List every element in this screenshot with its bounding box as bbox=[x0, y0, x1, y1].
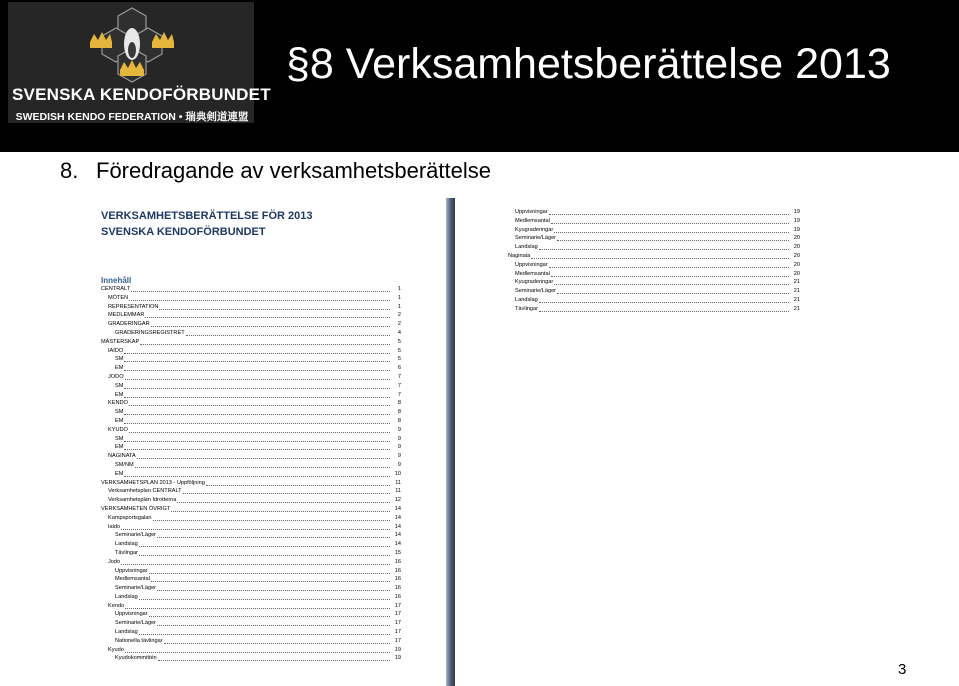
toc-entry bbox=[101, 311, 401, 320]
emblem-icon bbox=[86, 4, 178, 84]
toc-entry bbox=[101, 320, 401, 329]
toc-entry-page: 19 bbox=[793, 209, 800, 215]
toc-entry-page: 1 bbox=[397, 303, 401, 310]
toc-entry-label: Verksamhetsplan Idrotterna bbox=[108, 497, 177, 504]
toc-leader-dots bbox=[131, 291, 390, 292]
toc-leader-dots bbox=[554, 232, 789, 233]
toc-leader-dots bbox=[551, 223, 789, 224]
agenda-item bbox=[60, 158, 491, 184]
toc-leader-dots bbox=[139, 546, 390, 547]
toc-leader-dots bbox=[139, 634, 390, 635]
toc-leader-dots bbox=[206, 485, 390, 486]
toc-entry bbox=[101, 452, 401, 461]
toc-leader-dots bbox=[158, 660, 390, 661]
toc-entry-page: 14 bbox=[394, 523, 401, 530]
toc-entry bbox=[101, 549, 401, 558]
toc-entry bbox=[101, 435, 401, 444]
toc-entry bbox=[101, 514, 401, 523]
toc-entry-label: EM bbox=[115, 444, 124, 451]
toc-entry-label: Iaido bbox=[108, 523, 121, 530]
toc-entry bbox=[101, 408, 401, 417]
toc-entry-label: Nationella tävlingar bbox=[115, 637, 163, 644]
toc-entry-label: EM bbox=[115, 391, 124, 398]
toc-entry-label: KYUDO bbox=[108, 426, 128, 433]
toc-entry-label: Seminarie/Läger bbox=[115, 585, 157, 592]
toc-entry-label: Uppvisningar bbox=[515, 261, 548, 268]
toc-entry bbox=[508, 208, 800, 217]
slide-title: §8 Verksamhetsberättelse 2013 bbox=[286, 40, 891, 88]
toc-leader-dots bbox=[125, 652, 390, 653]
toc-entry bbox=[101, 443, 401, 452]
toc-leader-dots bbox=[124, 423, 390, 424]
toc-entry-page: 9 bbox=[397, 461, 401, 468]
toc-entry-page: 21 bbox=[793, 305, 800, 312]
toc-entry-page: 16 bbox=[394, 567, 401, 574]
toc-leader-dots bbox=[151, 326, 390, 327]
toc-entry-label: Verksamhetsplan CENTRALT bbox=[108, 488, 182, 495]
toc-entry-page: 9 bbox=[397, 435, 401, 442]
toc-entry-page: 19 bbox=[793, 226, 800, 233]
toc-entry-page: 16 bbox=[394, 593, 401, 600]
toc-entry-label: Medlemsantal bbox=[115, 576, 150, 583]
document-subtitle: SVENSKA KENDOFÖRBUNDET bbox=[101, 226, 266, 238]
toc-entry-page: 12 bbox=[394, 497, 401, 504]
toc-entry bbox=[101, 523, 401, 532]
toc-entry-label: Seminarie/Läger bbox=[515, 288, 557, 295]
toc-entry-label: Kyudo bbox=[108, 646, 124, 653]
toc-entry-page: 11 bbox=[395, 488, 401, 495]
toc-leader-dots bbox=[557, 293, 789, 294]
toc-entry-page: 20 bbox=[793, 252, 800, 259]
toc-leader-dots bbox=[124, 370, 390, 371]
toc-entry-page: 1 bbox=[397, 286, 401, 292]
toc-entry-label: Tävlingar bbox=[115, 549, 139, 556]
logo-name: SVENSKA KENDOFÖRBUNDET bbox=[12, 85, 271, 104]
toc-leader-dots bbox=[531, 258, 789, 259]
toc-entry bbox=[101, 355, 401, 364]
toc-entry bbox=[508, 261, 800, 270]
toc-entry-page: 14 bbox=[394, 541, 401, 548]
toc-entry-label: EM bbox=[115, 365, 124, 372]
toc-leader-dots bbox=[164, 643, 390, 644]
toc-entry bbox=[101, 373, 401, 382]
toc-entry-label: REPRESENTATION bbox=[108, 303, 159, 310]
toc-entry bbox=[101, 593, 401, 602]
federation-logo bbox=[8, 2, 271, 123]
toc-entry-label: IAIDO bbox=[108, 347, 124, 354]
toc-entry-page: 5 bbox=[397, 347, 401, 354]
document-page-edge bbox=[446, 198, 455, 686]
toc-entry bbox=[508, 243, 800, 252]
toc-entry bbox=[101, 417, 401, 426]
toc-entry-label: NAGINATA bbox=[108, 453, 136, 460]
toc-entry-page: 16 bbox=[394, 558, 401, 565]
toc-entry bbox=[101, 461, 401, 470]
toc-leader-dots bbox=[129, 300, 390, 301]
toc-entry-label: SM bbox=[115, 435, 124, 442]
toc-entry-page: 14 bbox=[394, 505, 401, 512]
toc-entry-label: JODO bbox=[108, 373, 124, 380]
toc-leader-dots bbox=[121, 529, 390, 530]
toc-entry-label: SM bbox=[115, 356, 124, 363]
toc-entry-page: 5 bbox=[397, 338, 401, 345]
toc-entry bbox=[101, 628, 401, 637]
toc-entry-page: 17 bbox=[394, 620, 401, 627]
toc-entry-page: 9 bbox=[397, 426, 401, 433]
toc-leader-dots bbox=[129, 432, 390, 433]
slide-page-number: 3 bbox=[898, 661, 907, 678]
toc-entry-label: Medlemsantal bbox=[515, 217, 550, 224]
toc-leader-dots bbox=[151, 581, 390, 582]
toc-entry bbox=[101, 619, 401, 628]
toc-entry-label: MÖTEN bbox=[108, 294, 129, 301]
toc-entry-label: Uppvisningar bbox=[515, 209, 548, 215]
toc-leader-dots bbox=[539, 311, 789, 312]
toc-entry-label: VERKSAMHETSPLAN 2013 - Uppföljning bbox=[101, 479, 205, 486]
toc-leader-dots bbox=[159, 309, 390, 310]
toc-entry bbox=[101, 294, 401, 303]
toc-leader-dots bbox=[129, 405, 390, 406]
toc-entry bbox=[101, 329, 401, 338]
toc-entry-page: 14 bbox=[394, 514, 401, 521]
toc-entry-label: Kendo bbox=[108, 602, 125, 609]
toc-entry bbox=[101, 364, 401, 373]
toc-leader-dots bbox=[177, 502, 390, 503]
toc-leader-dots bbox=[149, 616, 390, 617]
toc-leader-dots bbox=[124, 388, 390, 389]
toc-entry-page: 19 bbox=[394, 646, 401, 653]
toc-entry bbox=[101, 496, 401, 505]
toc-entry-page: 4 bbox=[397, 329, 401, 336]
toc-entry-page: 21 bbox=[793, 296, 800, 303]
toc-entry-label: SM bbox=[115, 409, 124, 416]
toc-entry-page: 17 bbox=[394, 602, 401, 609]
toc-leader-dots bbox=[557, 240, 789, 241]
toc-entry-label: Kyugraderingar bbox=[515, 279, 554, 286]
toc-entry-label: Uppvisningar bbox=[115, 567, 148, 574]
toc-leader-dots bbox=[124, 476, 390, 477]
toc-entry-page: 8 bbox=[397, 409, 401, 416]
toc-entry bbox=[508, 226, 800, 235]
agenda-item-number: 8. bbox=[60, 158, 79, 183]
toc-entry-page: 5 bbox=[397, 356, 401, 363]
toc-entry-page: 8 bbox=[397, 400, 401, 407]
toc-entry-label: Landslag bbox=[115, 541, 138, 548]
toc-entry-label: VERKSAMHETEN ÖVRIGT bbox=[101, 505, 171, 512]
toc-entry-label: Landslag bbox=[115, 593, 138, 600]
toc-entry bbox=[101, 505, 401, 514]
toc-entry bbox=[508, 296, 800, 305]
toc-entry-page: 19 bbox=[793, 217, 800, 224]
toc-entry bbox=[101, 567, 401, 576]
slide-header bbox=[0, 0, 959, 152]
toc-entry-label: Landslag bbox=[515, 244, 538, 251]
toc-entry bbox=[101, 531, 401, 540]
toc-entry bbox=[101, 637, 401, 646]
toc-entry-page: 17 bbox=[394, 629, 401, 636]
toc-entry-page: 20 bbox=[793, 235, 800, 242]
toc-leader-dots bbox=[140, 344, 390, 345]
toc-entry bbox=[101, 303, 401, 312]
toc-entry-page: 11 bbox=[395, 479, 401, 486]
toc-entry-page: 17 bbox=[394, 611, 401, 618]
toc-entry-label: Kampsportsgalan bbox=[108, 514, 152, 521]
toc-entry-label: Landslag bbox=[115, 629, 138, 636]
toc-entry bbox=[101, 391, 401, 400]
toc-entry bbox=[508, 234, 800, 243]
toc-entry-page: 9 bbox=[397, 453, 401, 460]
toc-leader-dots bbox=[171, 511, 390, 512]
toc-entry-page: 21 bbox=[793, 279, 800, 286]
toc-leader-dots bbox=[124, 441, 390, 442]
toc-entry-page: 21 bbox=[793, 288, 800, 295]
toc-entry-page: 2 bbox=[397, 321, 401, 328]
toc-entry-page: 8 bbox=[397, 417, 401, 424]
toc-entry bbox=[101, 479, 401, 488]
toc-entry bbox=[101, 347, 401, 356]
toc-entry bbox=[101, 540, 401, 549]
toc-entry-label: Naginata bbox=[508, 252, 531, 259]
toc-leader-dots bbox=[139, 599, 390, 600]
toc-entry-label: GRADERINGAR bbox=[108, 321, 150, 328]
logo-subtitle: SWEDISH KENDO FEDERATION • 瑞典剣道連盟 bbox=[15, 111, 249, 123]
toc-entry-label: EM bbox=[115, 417, 124, 424]
toc-leader-dots bbox=[157, 590, 390, 591]
toc-entry bbox=[101, 426, 401, 435]
toc-leader-dots bbox=[137, 458, 390, 459]
toc-list-right bbox=[508, 208, 800, 314]
toc-leader-dots bbox=[139, 555, 390, 556]
toc-entry-page: 15 bbox=[394, 549, 401, 556]
toc-entry-page: 2 bbox=[397, 312, 401, 319]
toc-leader-dots bbox=[183, 493, 390, 494]
toc-entry bbox=[508, 217, 800, 226]
toc-leader-dots bbox=[549, 214, 789, 215]
toc-entry-label: Kyudokommittén bbox=[115, 655, 157, 662]
toc-leader-dots bbox=[124, 353, 390, 354]
toc-leader-dots bbox=[124, 414, 390, 415]
toc-entry-page: 6 bbox=[397, 365, 401, 372]
toc-leader-dots bbox=[157, 537, 390, 538]
toc-leader-dots bbox=[549, 267, 789, 268]
toc-entry bbox=[101, 470, 401, 479]
toc-entry bbox=[101, 382, 401, 391]
toc-entry-label: EM bbox=[115, 470, 124, 477]
toc-leader-dots bbox=[539, 249, 789, 250]
toc-entry bbox=[508, 270, 800, 279]
toc-entry-label: Uppvisningar bbox=[115, 611, 148, 618]
toc-entry bbox=[508, 287, 800, 296]
toc-entry-label: Seminarie/Läger bbox=[115, 532, 157, 539]
toc-entry-page: 10 bbox=[394, 470, 401, 477]
toc-entry-page: 19 bbox=[394, 655, 401, 662]
toc-entry-page: 20 bbox=[793, 244, 800, 251]
toc-entry-label: Medlemsantal bbox=[515, 270, 550, 277]
toc-leader-dots bbox=[186, 335, 390, 336]
toc-heading: Innehåll bbox=[101, 276, 132, 285]
toc-entry-label: GRADERINGSREGISTRET bbox=[115, 329, 185, 336]
toc-entry-label: Kyugraderingar bbox=[515, 226, 554, 233]
toc-entry bbox=[101, 610, 401, 619]
toc-entry-label: SM bbox=[115, 382, 124, 389]
toc-entry bbox=[101, 338, 401, 347]
toc-entry-page: 20 bbox=[793, 261, 800, 268]
toc-entry bbox=[508, 252, 800, 261]
toc-entry bbox=[101, 584, 401, 593]
toc-leader-dots bbox=[124, 361, 390, 362]
toc-entry-label: Seminarie/Läger bbox=[115, 620, 157, 627]
toc-entry bbox=[101, 487, 401, 496]
toc-entry-label: CENTRALT bbox=[101, 286, 131, 292]
toc-entry-label: Seminarie/Läger bbox=[515, 235, 557, 242]
toc-leader-dots bbox=[153, 520, 390, 521]
toc-leader-dots bbox=[157, 625, 390, 626]
toc-entry bbox=[101, 654, 401, 663]
toc-entry-page: 7 bbox=[397, 382, 401, 389]
toc-entry-page: 7 bbox=[397, 391, 401, 398]
toc-entry-page: 7 bbox=[397, 373, 401, 380]
toc-leader-dots bbox=[145, 317, 390, 318]
toc-entry-label: Tävlingar bbox=[515, 305, 539, 312]
toc-leader-dots bbox=[135, 467, 390, 468]
toc-leader-dots bbox=[124, 397, 390, 398]
toc-leader-dots bbox=[551, 276, 789, 277]
toc-leader-dots bbox=[125, 608, 390, 609]
toc-entry-label: MEDLEMMAR bbox=[108, 312, 145, 319]
toc-entry-label: KENDO bbox=[108, 400, 128, 407]
toc-entry bbox=[101, 575, 401, 584]
toc-entry bbox=[101, 602, 401, 611]
toc-entry-page: 16 bbox=[394, 576, 401, 583]
toc-entry-page: 20 bbox=[793, 270, 800, 277]
toc-entry bbox=[101, 399, 401, 408]
toc-entry-label: Jodo bbox=[108, 558, 121, 565]
toc-leader-dots bbox=[121, 564, 390, 565]
toc-entry-page: 9 bbox=[397, 444, 401, 451]
toc-entry bbox=[101, 285, 401, 294]
toc-entry bbox=[508, 278, 800, 287]
toc-entry-page: 1 bbox=[397, 294, 401, 301]
toc-entry-label: Landslag bbox=[515, 296, 538, 303]
toc-entry-label: MÄSTERSKAP bbox=[101, 338, 140, 345]
toc-leader-dots bbox=[124, 449, 390, 450]
toc-list-left bbox=[101, 285, 401, 663]
toc-leader-dots bbox=[539, 302, 789, 303]
toc-entry-page: 14 bbox=[394, 532, 401, 539]
toc-leader-dots bbox=[149, 573, 390, 574]
toc-leader-dots bbox=[125, 379, 390, 380]
toc-entry bbox=[101, 646, 401, 655]
toc-entry bbox=[101, 558, 401, 567]
toc-leader-dots bbox=[554, 284, 789, 285]
agenda-item-text: Föredragande av verksamhetsberättelse bbox=[96, 158, 491, 183]
toc-entry bbox=[508, 305, 800, 314]
toc-entry-page: 17 bbox=[394, 637, 401, 644]
toc-entry-page: 16 bbox=[394, 585, 401, 592]
document-title: VERKSAMHETSBERÄTTELSE FÖR 2013 bbox=[101, 210, 313, 222]
toc-entry-label: SM/NM bbox=[115, 461, 134, 468]
